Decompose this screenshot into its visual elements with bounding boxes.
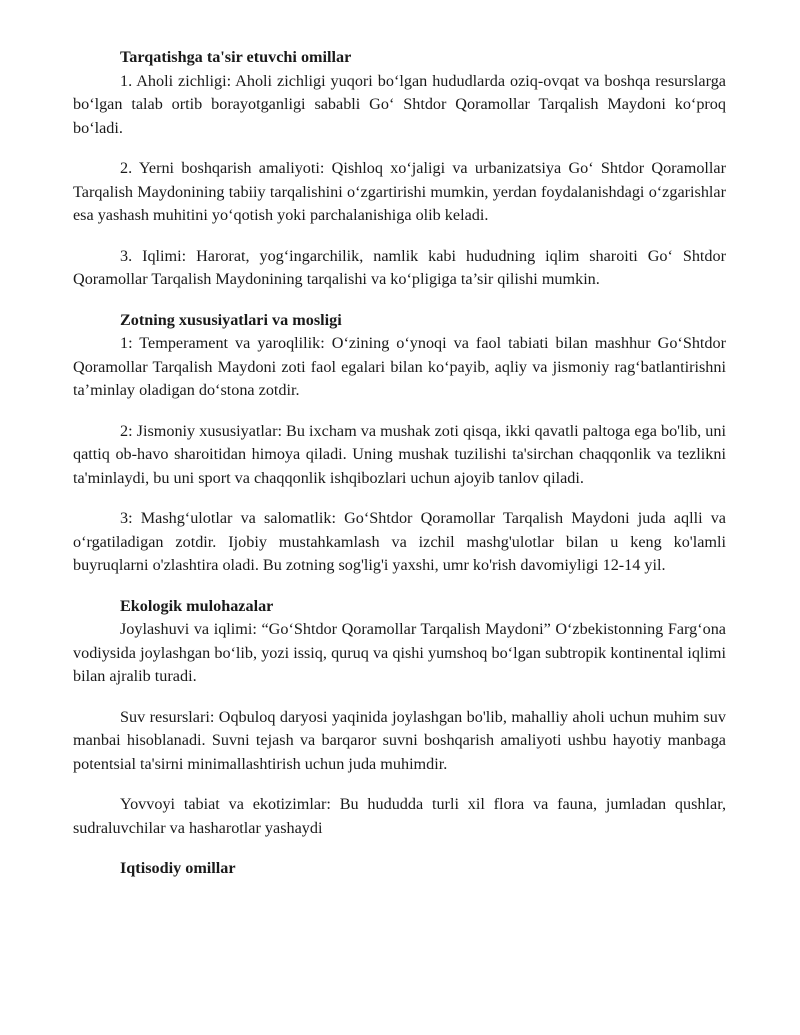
- section-distribution-factors: [73, 46, 726, 292]
- document-page: [73, 46, 726, 894]
- section-heading: Iqtisodiy omillar: [120, 859, 236, 877]
- paragraph: Yovvoyi tabiat va ekotizimlar: Bu hududda turli xil flora va fauna, jumladan qushlar, sudraluvchilar va hasharotlar yashaydi: [73, 795, 726, 837]
- paragraph: 2. Yerni boshqarish amaliyoti: Qishloq xo‘jaligi va urbanizatsiya Go‘ Shtdor Qoramollar Tarqalish Maydonining tabiiy tarqalishini o‘zgartirishi mumkin, yerdan foydalanishdagi o‘zgarishlar esa yashash muhitini yo‘qotish yoki parchalanishiga olib keladi.: [73, 159, 726, 224]
- section-breed-characteristics: [73, 309, 726, 578]
- section-heading: Ekologik mulohazalar: [120, 596, 274, 615]
- paragraph: Suv resurslari: Oqbuloq daryosi yaqinida joylashgan bo'lib, mahalliy aholi uchun muhim suv manbai hisoblanadi. Suvni tejash va barqaror suvni boshqarish amaliyoti ushbu hayotiy manbaga potentsial ta'sirni minimallashtirish uchun juda muhimdir.: [73, 707, 726, 773]
- section-heading: Tarqatishga ta'sir etuvchi omillar: [120, 48, 352, 66]
- paragraph: 1: Temperament va yaroqlilik: O‘zining o‘ynoqi va faol tabiati bilan mashhur Go‘Shtdor Qoramollar Tarqalish Maydoni zoti faol egalari bilan ko‘payib, aqliy va jismoniy rag‘batlantirishni ta’minlay oladigan do‘stona zotdir.: [73, 334, 726, 399]
- paragraph: 3. Iqlimi: Harorat, yog‘ingarchilik, namlik kabi hududning iqlim sharoiti Go‘ Shtdor Qoramollar Tarqalish Maydonining tarqalishi va ko‘pligiga ta’sir qilishi mumkin.: [73, 246, 726, 288]
- section-economic-factors: [73, 857, 726, 881]
- paragraph: 2: Jismoniy xususiyatlar: Bu ixcham va mushak zoti qisqa, ikki qavatli paltoga ega bo'lib, uni qattiq ob-havo sharoitidan himoya qiladi. Uning mushak tuzilishi ta'sirchan chaqqonlik va tezlikni ta'minlaydi, bu uni sport va chaqqonlik ishqibozlari uchun ajoyib tanlov qiladi.: [73, 421, 726, 487]
- paragraph: 1. Aholi zichligi: Aholi zichligi yuqori bo‘lgan hududlarda oziq-ovqat va boshqa resurslarga bo‘lgan talab ortib borayotganligi sababli Go‘ Shtdor Qoramollar Tarqalish Maydoni ko‘proq bo‘ladi.: [73, 71, 726, 137]
- section-ecological-considerations: [73, 595, 726, 841]
- section-heading: Zotning xususiyatlari va mosligi: [120, 310, 342, 329]
- paragraph: Joylashuvi va iqlimi: “Go‘Shtdor Qoramollar Tarqalish Maydoni” O‘zbekistonning Farg‘ona vodiysida joylashgan bo‘lib, yozi issiq, quruq va qishi yumshoq bo‘lgan subtropik kontinental iqlimi bilan ajralib turadi.: [73, 620, 726, 685]
- paragraph: 3: Mashg‘ulotlar va salomatlik: Go‘Shtdor Qoramollar Tarqalish Maydoni juda aqlli va o‘rgatiladigan zotdir. Ijobiy mustahkamlash va izchil mashg'ulotlar bilan u keng ko'lamli buyruqlarni o'zlashtira oladi. Bu zotning sog'lig'i yaxshi, umr ko'rish davomiyligi 12-14 yil.: [73, 509, 726, 574]
